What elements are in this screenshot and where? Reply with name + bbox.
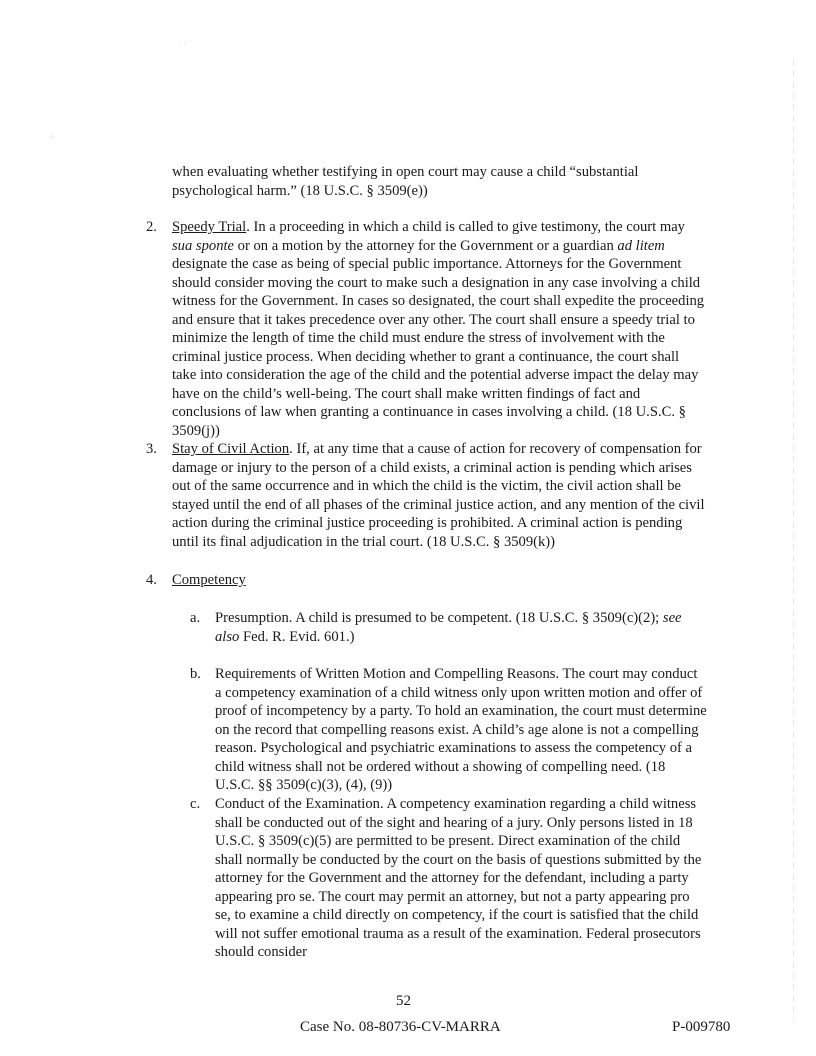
presumption-paragraph: Presumption. A child is presumed to be competent. (18 U.S.C. § 3509(c)(2); see also Fed. R. Evid. 601.): [215, 610, 682, 645]
continuation-paragraph: when evaluating whether testifying in open court may cause a child “substantial psychological harm.” (18 U.S.C. § 3509(e)): [172, 164, 639, 199]
competency-heading-line: [172, 571, 706, 590]
scan-edge-line: [793, 60, 794, 1020]
subitem-letter: b.: [190, 666, 201, 682]
stay-civil-action-heading: Stay of Civil Action: [172, 441, 290, 457]
written-motion-paragraph: Requirements of Written Motion and Compelling Reasons. The court may conduct a competency examination of a child witness only upon written motion and offer of proof of incompetency by a party. To hold an examination, the court must determine on the record that compelling reasons exist. A child’s age alone is not a compelling reason. Psychological and psychiatric examinations to assess the competency of a child witness shall not be ordered without a showing of compelling need. (18 U.S.C. §§ 3509(c)(3), (4), (9)): [215, 666, 707, 793]
speedy-trial-paragraph: Speedy Trial. In a proceeding in which a child is called to give testimony, the court may sua sponte or on a motion by the attorney for the Government or a guardian ad litem designate the case as being of special public importance. Attorneys for the Government should consider moving the court to make such a designation in any case involving a child witness for the Government. In cases so designated, the court shall expedite the proceeding and ensure that it takes precedence over any other. The court shall ensure a speedy trial to minimize the length of time the child must endure the stress of involvement with the criminal justice process. When deciding whether to grant a continuance, the court shall take into consideration the age of the child and the potential adverse impact the delay may have on the child’s well-being. The court shall make written findings of fact and conclusions of law when granting a continuance in cases involving a child. (18 U.S.C. § 3509(j)): [172, 219, 705, 439]
subitem-letter: a.: [190, 610, 201, 626]
scan-artifact: ⁘: [48, 132, 56, 142]
speedy-trial-heading: Speedy Trial: [172, 219, 247, 235]
stay-civil-action-paragraph: Stay of Civil Action. If, at any time that a cause of action for recovery of compensation for damage or injury to the person of a child exists, a criminal action is pending which arises out of the same occurrence and in which the child is the victim, the civil action shall be stayed until the end of all phases of the criminal justice action, and any mention of the civil action during the criminal justice proceeding is prohibited. A criminal action is pending until its final adjudication in the trial court. (18 U.S.C. § 3509(k)): [172, 441, 705, 550]
scan-artifact: · ·: [178, 38, 187, 48]
item-number: 2.: [146, 219, 157, 235]
case-number: Case No. 08-80736-CV-MARRA: [300, 1019, 501, 1035]
item-number: 4.: [146, 572, 157, 588]
competency-heading: Competency: [172, 572, 246, 588]
page-number: 52: [396, 993, 411, 1009]
item-number: 3.: [146, 441, 157, 457]
bates-number: P-009780: [672, 1019, 731, 1035]
subitem-letter: c.: [190, 796, 201, 812]
examination-conduct-paragraph: Conduct of the Examination. A competency examination regarding a child witness shall be conducted out of the sight and hearing of a jury. Only persons listed in 18 U.S.C. § 3509(c)(5) are permitted to be present. Direct examination of the child shall normally be conducted by the court on the basis of questions submitted by the attorney for the Government and the attorney for the defendant, including a party appearing pro se. The court may permit an attorney, but not a party appearing pro se, to examine a child directly on competency, if the court is satisfied that the child will not suffer emotional trauma as a result of the examination. Federal prosecutors should consider: [215, 796, 702, 960]
